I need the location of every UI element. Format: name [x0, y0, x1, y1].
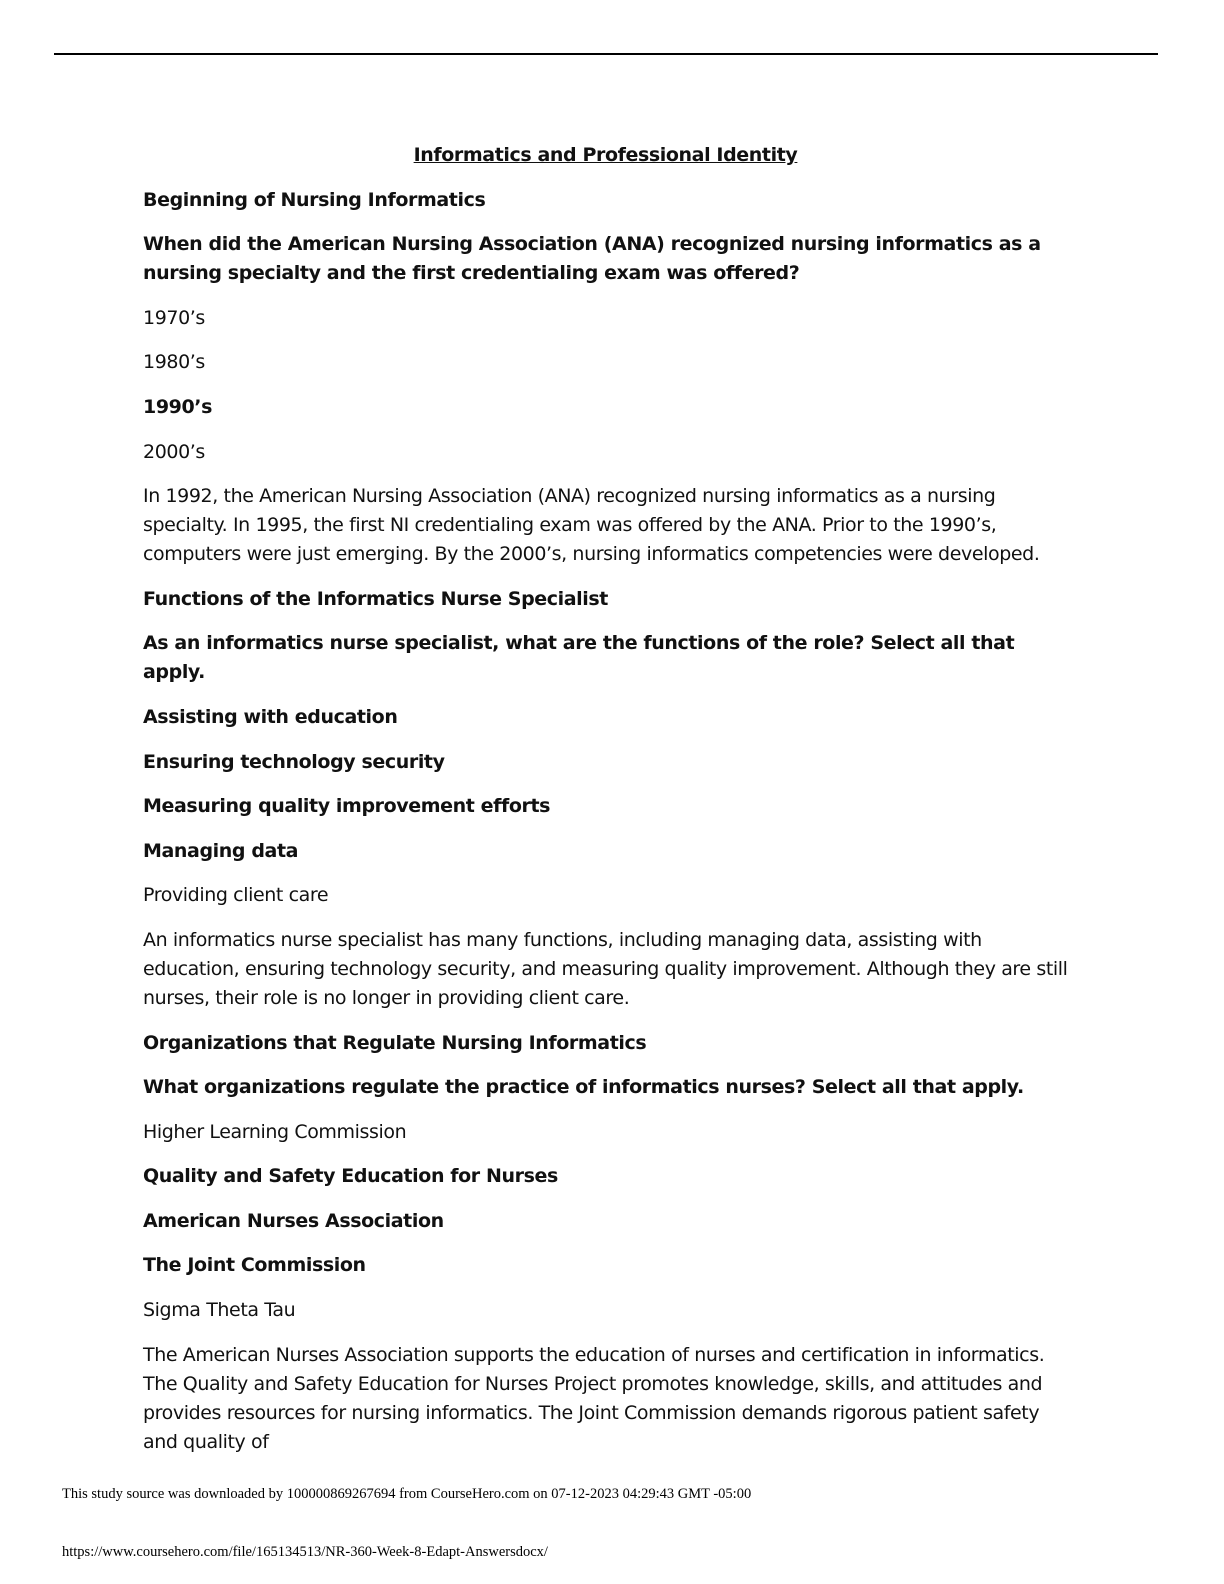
document-body	[143, 141, 1068, 1472]
explanation-text: The American Nurses Association supports the education of nurses and certification in informatics. The Quality and Safety Education for Nurses Project promotes knowledge, skills, and attitudes and provides resources for nursing informatics. The Joint Commission demands rigorous patient safety and quality of	[143, 1343, 1045, 1453]
answer-option-correct: Ensuring technology security	[143, 750, 445, 773]
answer-option-correct: American Nurses Association	[143, 1209, 444, 1232]
question-text: What organizations regulate the practice of informatics nurses? Select all that apply.	[143, 1076, 1024, 1099]
answer-option: 1970’s	[143, 306, 205, 329]
header-rule	[54, 53, 1158, 55]
section-heading: Functions of the Informatics Nurse Specialist	[143, 587, 608, 610]
answer-option-correct: Assisting with education	[143, 705, 398, 728]
section-heading: Organizations that Regulate Nursing Informatics	[143, 1031, 647, 1054]
answer-option-correct: Quality and Safety Education for Nurses	[143, 1165, 558, 1188]
section-heading: Beginning of Nursing Informatics	[143, 188, 486, 211]
source-url-link[interactable]: https://www.coursehero.com/file/165134513/NR-360-Week-8-Edapt-Answersdocx/	[62, 1544, 548, 1560]
answer-option-correct: Measuring quality improvement efforts	[143, 795, 551, 818]
question-text: As an informatics nurse specialist, what are the functions of the role? Select all that apply.	[143, 632, 1015, 684]
explanation-text: In 1992, the American Nursing Association (ANA) recognized nursing informatics as a nursing specialty. In 1995, the first NI credentialing exam was offered by the ANA. Prior to the 1990’s, computers were just emerging. By the 2000’s, nursing informatics competencies were developed.	[143, 485, 1040, 566]
answer-option: Sigma Theta Tau	[143, 1299, 296, 1322]
answer-option-correct: 1990’s	[143, 395, 213, 418]
download-source-notice: This study source was downloaded by 100000869267694 from CourseHero.com on 07-12-2023 04:29:43 GMT -05:00	[62, 1486, 752, 1502]
answer-option: 1980’s	[143, 351, 205, 374]
answer-option: Higher Learning Commission	[143, 1120, 407, 1143]
document-title: Informatics and Professional Identity	[413, 144, 798, 166]
answer-option-correct: The Joint Commission	[143, 1254, 366, 1277]
answer-option: Providing client care	[143, 884, 329, 907]
question-text: When did the American Nursing Association (ANA) recognized nursing informatics as a nursing specialty and the first credentialing exam was offered?	[143, 233, 1041, 285]
explanation-text: An informatics nurse specialist has many functions, including managing data, assisting with education, ensuring technology security, and measuring quality improvement. Although they are still nurses, their role is no longer in providing client care.	[143, 928, 1068, 1009]
answer-option-correct: Managing data	[143, 839, 299, 862]
answer-option: 2000’s	[143, 440, 205, 463]
